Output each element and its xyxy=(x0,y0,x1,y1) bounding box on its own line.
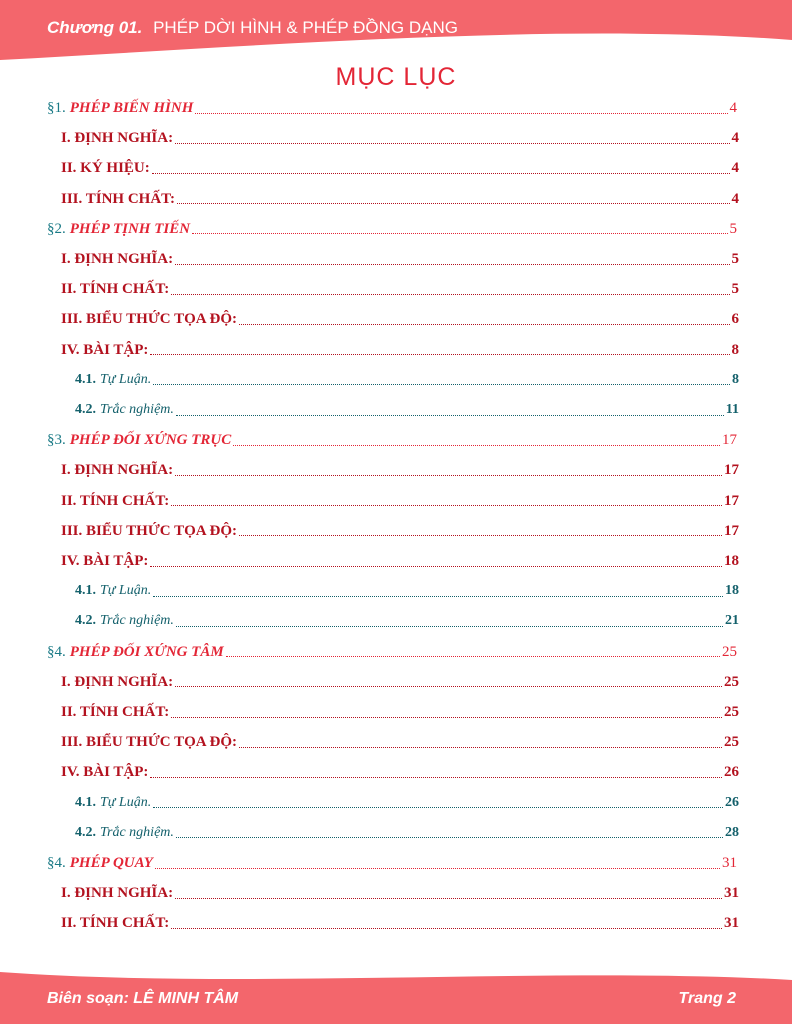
chapter-title: PHÉP DỜI HÌNH & PHÉP ĐỒNG DẠNG xyxy=(153,18,458,37)
toc-entry[interactable] xyxy=(61,458,739,482)
toc-entry-page: 17 xyxy=(724,492,739,509)
toc-entry-title: Tự Luận. xyxy=(100,583,152,599)
toc-entry-title: Trắc nghiệm. xyxy=(100,402,174,417)
dot-leader xyxy=(239,747,722,748)
toc-entry-title: III. BIỂU THỨC TỌA ĐỘ: xyxy=(61,734,238,751)
toc-entry-number: §2. xyxy=(47,220,66,237)
dot-leader xyxy=(152,173,730,174)
dot-leader xyxy=(150,777,722,778)
toc-entry-number: §1. xyxy=(47,100,66,116)
dot-leader xyxy=(239,535,722,536)
toc-entry-title: III. TÍNH CHẤT: xyxy=(61,190,176,207)
toc-entry[interactable] xyxy=(47,851,737,875)
toc-entry-page: 6 xyxy=(731,311,739,328)
toc-entry[interactable] xyxy=(61,247,739,271)
toc-entry-page: 31 xyxy=(724,885,739,902)
dot-leader xyxy=(226,656,720,657)
toc-entry[interactable] xyxy=(61,670,739,694)
toc-entry[interactable] xyxy=(75,609,739,633)
toc-entry-title: PHÉP QUAY xyxy=(69,855,153,871)
dot-leader xyxy=(175,686,722,687)
toc-title: MỤC LỤC xyxy=(335,63,457,91)
toc-entry-title: Trắc nghiệm. xyxy=(100,824,174,840)
toc-entry-number: 4.2. xyxy=(75,613,96,629)
toc-entry-page: 25 xyxy=(724,734,739,751)
toc-entry[interactable] xyxy=(61,700,739,724)
toc-entry[interactable] xyxy=(61,187,739,211)
toc-entry-page: 4 xyxy=(731,130,739,147)
toc-entry-page: 5 xyxy=(729,220,737,237)
toc-entry[interactable] xyxy=(75,398,739,422)
toc-entry-page: 5 xyxy=(731,281,739,298)
toc-entry-page: 17 xyxy=(722,432,737,449)
toc-entry-page: 18 xyxy=(725,583,739,599)
toc-entry-page: 28 xyxy=(725,824,739,840)
dot-leader xyxy=(239,324,729,325)
toc-entry[interactable] xyxy=(61,338,739,362)
toc-entry-title: I. ĐỊNH NGHĨA: xyxy=(61,130,174,147)
dot-leader xyxy=(175,264,729,265)
toc-entry-page: 17 xyxy=(724,522,739,539)
toc-entry-title: PHÉP ĐỐI XỨNG TRỤC xyxy=(69,432,232,449)
dot-leader xyxy=(155,868,720,869)
toc-entry-title: II. TÍNH CHẤT: xyxy=(61,492,170,509)
toc-entry-title: Tự Luận. xyxy=(100,794,152,810)
toc-entry-title: II. TÍNH CHẤT: xyxy=(61,281,170,298)
dot-leader xyxy=(171,717,722,718)
toc-entry-number: 4.2. xyxy=(75,402,96,417)
toc-entry-page: 8 xyxy=(731,341,739,358)
toc-entry[interactable] xyxy=(47,428,737,452)
toc-entry-title: I. ĐỊNH NGHĨA: xyxy=(61,462,174,479)
toc-entry[interactable] xyxy=(61,277,739,301)
dot-leader xyxy=(175,475,722,476)
toc-entry-number: 4.1. xyxy=(75,371,96,387)
toc-entry[interactable] xyxy=(61,760,739,784)
toc-entry-page: 8 xyxy=(732,371,739,387)
toc-entry[interactable] xyxy=(47,640,737,664)
toc-entry[interactable] xyxy=(75,368,739,392)
dot-leader xyxy=(177,203,729,204)
toc-entry-title: Tự Luận. xyxy=(100,371,152,387)
toc-entry[interactable] xyxy=(61,126,739,150)
toc-entry-page: 4 xyxy=(729,100,737,116)
dot-leader xyxy=(153,596,723,597)
toc-entry-title: PHÉP ĐỐI XỨNG TÂM xyxy=(69,643,224,660)
footer-page-number: Trang 2 xyxy=(678,990,736,1007)
dot-leader xyxy=(171,505,722,506)
page-header xyxy=(47,18,458,38)
dot-leader xyxy=(150,566,722,567)
toc-entry-title: I. ĐỊNH NGHĨA: xyxy=(61,885,174,902)
toc-entry[interactable] xyxy=(61,156,739,180)
toc-entry-title: PHÉP BIẾN HÌNH xyxy=(69,100,194,116)
toc-entry[interactable] xyxy=(61,549,739,573)
toc-entry-title: IV. BÀI TẬP: xyxy=(61,764,149,781)
toc-entry[interactable] xyxy=(61,489,739,513)
toc-entry-page: 25 xyxy=(724,673,739,690)
toc-entry-page: 5 xyxy=(731,251,739,267)
toc-entry-page: 18 xyxy=(724,553,739,569)
toc-entry[interactable] xyxy=(61,730,739,754)
dot-leader xyxy=(171,928,722,929)
toc-entry-title: III. BIỂU THỨC TỌA ĐỘ: xyxy=(61,522,238,539)
toc-entry-page: 4 xyxy=(731,160,739,177)
toc-entry-page: 26 xyxy=(725,794,739,810)
toc-entry-title: IV. BÀI TẬP: xyxy=(61,341,149,358)
toc-entry-title: PHÉP TỊNH TIẾN xyxy=(69,220,191,237)
dot-leader xyxy=(176,626,723,627)
toc-entry[interactable] xyxy=(61,307,739,331)
dot-leader xyxy=(150,354,729,355)
toc-entry-number: 4.1. xyxy=(75,794,96,810)
toc-entry-title: I. ĐỊNH NGHĨA: xyxy=(61,673,174,690)
toc-entry-page: 11 xyxy=(725,402,739,417)
toc-entry-page: 25 xyxy=(724,704,739,720)
toc-entry-title: III. BIỂU THỨC TỌA ĐỘ: xyxy=(61,311,238,328)
toc-entry[interactable] xyxy=(75,791,739,815)
toc-entry[interactable] xyxy=(75,579,739,603)
dot-leader xyxy=(176,837,723,838)
toc-entry-title: IV. BÀI TẬP: xyxy=(61,553,149,569)
toc-entry[interactable] xyxy=(61,881,739,905)
dot-leader xyxy=(175,898,722,899)
toc-entry-number: §4. xyxy=(47,855,66,871)
toc-entry-number: 4.1. xyxy=(75,583,96,599)
dot-leader xyxy=(176,415,724,416)
dot-leader xyxy=(175,143,729,144)
toc-entry[interactable] xyxy=(47,96,737,120)
dot-leader xyxy=(233,445,720,446)
toc-entry-title: II. TÍNH CHẤT: xyxy=(61,704,170,720)
toc-entry[interactable] xyxy=(47,217,737,241)
dot-leader xyxy=(192,233,727,234)
toc-entry-page: 26 xyxy=(724,764,739,781)
toc-entry[interactable] xyxy=(61,911,739,935)
toc-entry-number: 4.2. xyxy=(75,824,96,840)
toc-entry-page: 4 xyxy=(731,190,739,207)
toc-entry-title: Trắc nghiệm. xyxy=(100,613,174,629)
toc-entry-page: 17 xyxy=(724,462,739,479)
footer-author: Biên soạn: LÊ MINH TÂM xyxy=(47,990,239,1007)
toc-entry-title: I. ĐỊNH NGHĨA: xyxy=(61,251,174,267)
toc-entry-page: 31 xyxy=(724,915,739,932)
toc-entry-title: II. KÝ HIỆU: xyxy=(61,160,150,177)
dot-leader xyxy=(195,113,727,114)
dot-leader xyxy=(171,294,729,295)
dot-leader xyxy=(153,807,723,808)
chapter-label: Chương 01. xyxy=(47,18,143,37)
toc-entry-title: II. TÍNH CHẤT: xyxy=(61,915,170,932)
toc-entry-page: 31 xyxy=(722,855,737,871)
toc-entry[interactable] xyxy=(61,519,739,543)
toc-entry[interactable] xyxy=(75,821,739,845)
toc-entry-number: §4. xyxy=(47,643,66,660)
toc-entry-number: §3. xyxy=(47,432,66,449)
toc-entry-page: 21 xyxy=(725,613,739,629)
dot-leader xyxy=(153,384,730,385)
toc-entry-page: 25 xyxy=(722,643,737,660)
